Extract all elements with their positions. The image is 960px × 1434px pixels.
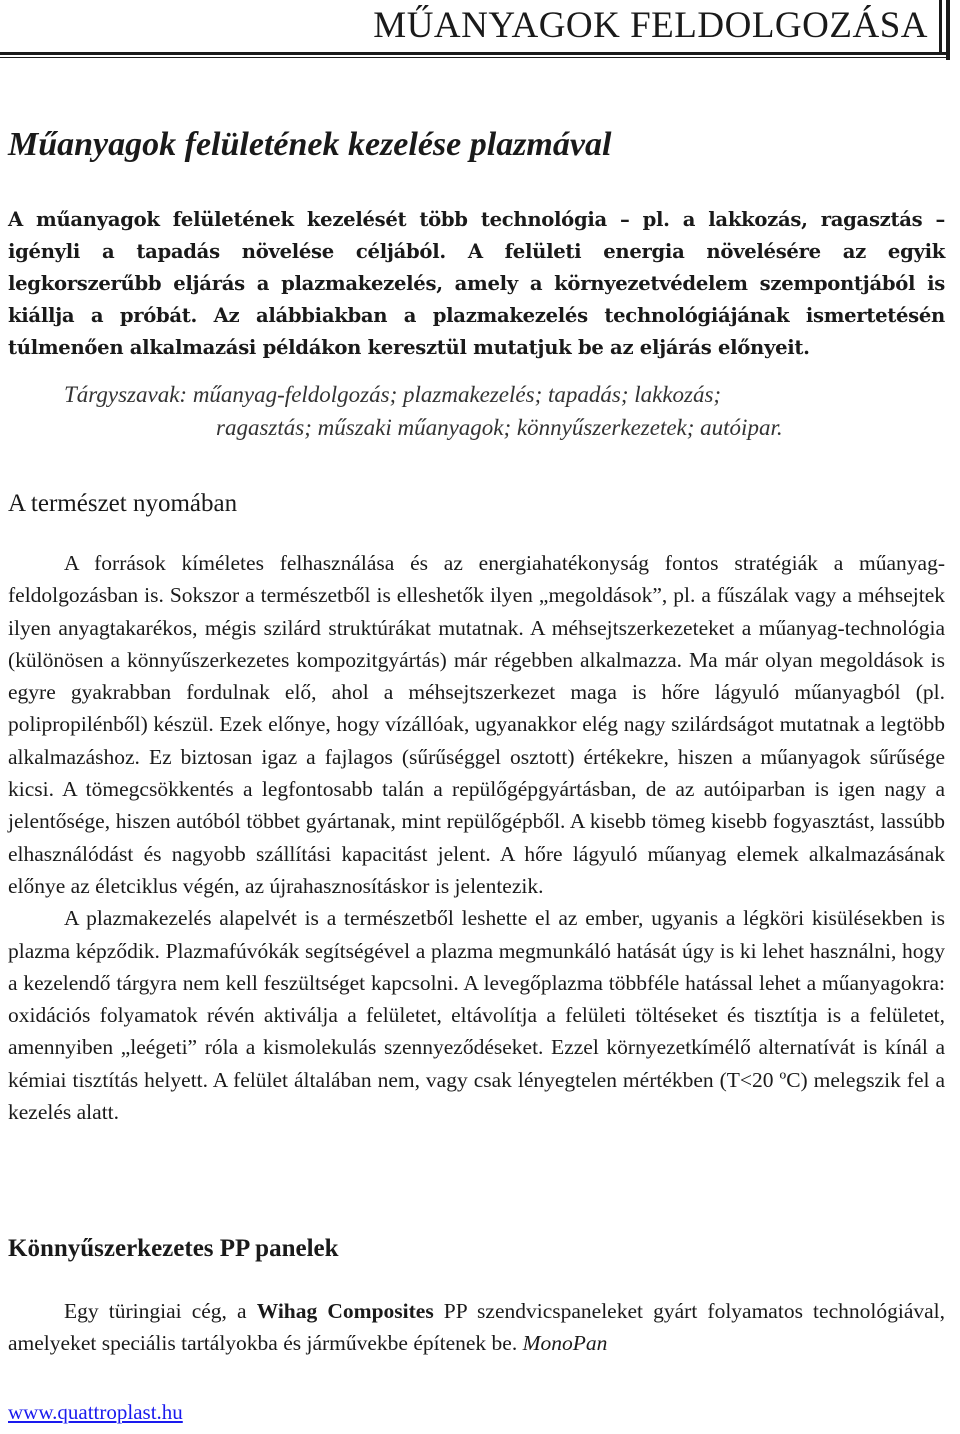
article-title: Műanyagok felületének kezelése plazmával <box>8 126 612 163</box>
running-header-title: MŰANYAGOK FELDOLGOZÁSA <box>373 5 928 46</box>
page-header <box>0 0 960 56</box>
company-name: Wihag Composites <box>256 1299 434 1323</box>
header-rule-thin <box>0 57 950 58</box>
header-corner-rule <box>939 0 942 54</box>
paragraph-text: Egy türingiai cég, a <box>64 1299 257 1323</box>
product-name: MonoPan <box>522 1331 608 1356</box>
section-heading: A természet nyomában <box>8 490 238 517</box>
section-heading: Könnyűszerkezetes PP panelek <box>8 1235 339 1262</box>
header-corner-rule-outer <box>946 0 950 60</box>
keywords-line-1: Tárgyszavak: műanyag-feldolgozás; plazmakezelés; tapadás; lakkozás; <box>64 382 722 407</box>
section-body <box>8 547 945 1128</box>
paragraph: A plazmakezelés alapelvét is a természetből leshette el az ember, ugyanis a légköri kisülésekben is plazma képződik. Plazmafúvókák segítségével a plazma megmunkáló hatását úgy is ki lehet használni, hogy a kezelendő tárgyra nem kell feszültséget kapcsolni. A levegőplazma többféle hatással lehet a műanyagokra: oxidációs folyamatok révén aktiválja a felületet, eltávolítja a felületi töltéseket és tisztítja is a felületet, amennyiben „leégeti” róla a kismolekulás szennyeződéseket. Ezzel környezetkímélő alternatívát is kínál a kémiai tisztítás helyett. A felület általában nem, vagy csak lényegtelen mértékben (T<20 ºC) melegszik fel a kezelés alatt. <box>8 906 945 1125</box>
footer-website-link[interactable]: www.quattroplast.hu <box>8 1400 183 1424</box>
keywords <box>64 378 944 444</box>
paragraph-text: PP szendvicspaneleket gyárt folyamatos technológiával, amelyeket speciális tartályokba és járművekbe építenek be. <box>8 1299 945 1356</box>
header-rule <box>0 52 948 55</box>
keywords-line-2: ragasztás; műszaki műanyagok; könnyűszerkezetek; autóipar. <box>216 415 783 440</box>
paragraph <box>8 1295 945 1360</box>
section-body <box>8 1295 945 1360</box>
abstract: A műanyagok felületének kezelését több technológia – pl. a lakkozás, ragasztás – igényli a tapadás növelése céljából. A felületi energia növelésére az egyik legkorszerűbb eljárás a plazmakezelés, amely a környezetvédelem szempontjából is kiállja a próbát. Az alábbiakban a plazmakezelés technológiájának ismertetésén túlmenően alkalmazási példákon keresztül mutatjuk be az eljárás előnyeit. <box>8 208 945 359</box>
paragraph: A források kíméletes felhasználása és az energiahatékonyság fontos stratégiák a műanyag-feldolgozásban is. Sokszor a természetből is elleshetők ilyen „megoldások”, pl. a fűszálak vagy a méhsejtek ilyen anyagtakarékos, mégis szilárd struktúrákat mutatnak. A méhsejtszerkezeteket a műanyag-technológia (különösen a könnyűszerkezetes kompozitgyártás) már régebben alkalmazza. Ma már olyan megoldások is egyre gyakrabban fordulnak elő, ahol a méhsejtszerkezet maga is hőre lágyuló műanyagból (pl. polipropilénből) készül. Ezek előnye, hogy vízállóak, ugyanakkor elég nagy szilárdságot mutatnak a legtöbb alkalmazáshoz. Ez biztosan igaz a fajlagos (sűrűséggel osztott) értékekre, hiszen a műanyagok sűrűsége kicsi. A tömegcsökkentés a legfontosabb talán a repülőgépgyártásban, de az autóiparban is igen nagy a jelentősége, hiszen autóból többet gyártanak, mint repülőgépből. A kisebb tömeg kisebb fogyasztást, lassúbb elhasználódást és nagyobb szállítási kapacitást jelent. A hőre lágyuló műanyag elemek alkalmazásának előnye az életciklus végén, az újrahasznosításkor is jelentezik. <box>8 551 945 898</box>
